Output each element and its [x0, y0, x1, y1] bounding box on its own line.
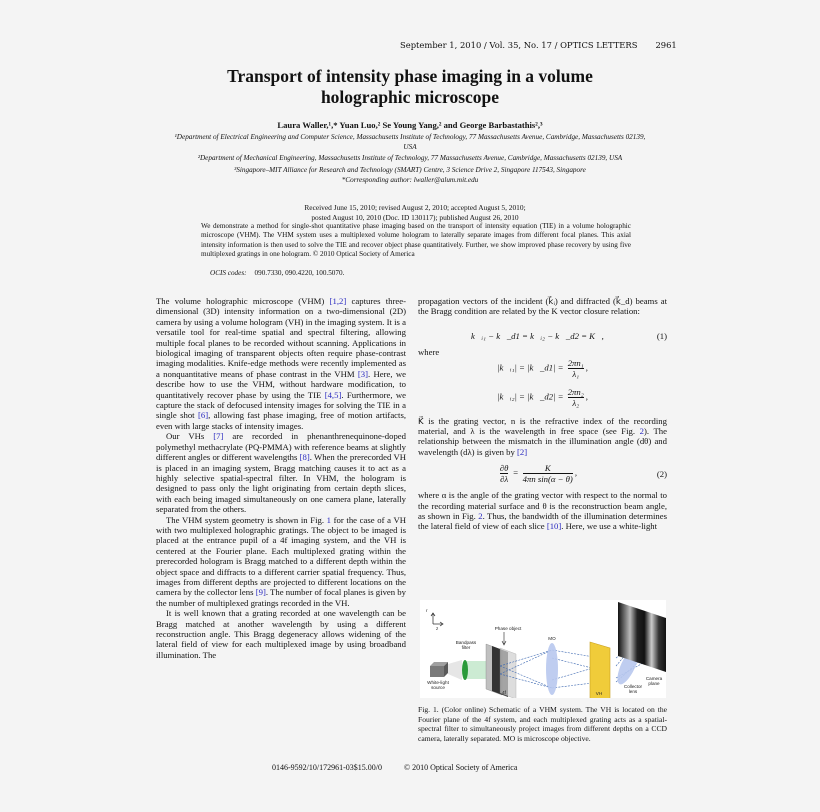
citation-link[interactable]: [2]: [517, 446, 528, 457]
numerator: ∂θ: [499, 463, 509, 474]
paragraph: [156, 296, 406, 431]
figure-1-schematic: [420, 600, 666, 698]
paragraph-bandwidth: [418, 490, 667, 532]
body-text: The volume holographic microscope (VHM): [156, 296, 330, 306]
body-text: . The number of focal planes is given by the number of multiplexed gratings recorded in the VH.: [156, 587, 406, 608]
body-text: . Here, we describe how to use the VHM, without hardware modification, to quantitatively recover phase by using the TIE: [156, 368, 406, 400]
axis-z-label: z: [436, 626, 439, 631]
dates-line-2: posted August 10, 2010 (Doc. ID 130117); published August 26, 2010: [311, 212, 519, 222]
citation-link[interactable]: [4,5]: [324, 389, 342, 400]
fraction: [568, 387, 584, 408]
footer-copyright: © 2010 Optical Society of America: [404, 763, 518, 772]
figure-1-caption: Fig. 1. (Color online) Schematic of a VHM system. The VH is located on the Fourier plane of the 4f system, and each multiplexed grating acts as a spatial-spectral filter to simultaneously project images from different depths on a CCD camera, laterally separated. MO is microscope objective.: [418, 705, 667, 743]
citation-link[interactable]: [8]: [299, 452, 310, 463]
citation-link[interactable]: [10]: [546, 521, 562, 532]
equation-2-number: (2): [656, 468, 667, 479]
body-text: The VHM system geometry is shown in Fig.: [166, 514, 327, 525]
vh-label: VH: [595, 691, 603, 696]
abstract: We demonstrate a method for single-shot quantitative phase imaging based on the transport of intensity equation (TIE) in a volume holographic microscope (VHM). The VHM system uses a multiplexed volume hologram to laterally separate images from different focal planes. This axial intensity information is then used to solve the TIE and recover object phase quantitatively. Further, we show improved phase recovery by using five multiplexed gratings in one hologram. © 2010 Optical Society of America: [201, 222, 631, 259]
collector-lens-label: Collector lens: [623, 684, 643, 694]
left-column: [156, 296, 406, 660]
ocis-codes: [210, 269, 344, 277]
volume-hologram-icon: [590, 642, 610, 698]
equation-k1: |k⃗ᵢ₁| = |k⃗_d1| = $\frac{\text{2πn₁}}{\text{λ₁}}$ ,: [497, 357, 588, 379]
phase-object-label: Phase object: [494, 626, 522, 631]
citation-link[interactable]: 1: [326, 514, 331, 525]
body-text: . Thus, the bandwidth of the illumination determines the lateral field of view of each slice: [418, 511, 667, 532]
bandpass-filter-icon: [462, 660, 468, 680]
paragraph: [156, 608, 406, 660]
mo-label: MO: [548, 636, 556, 641]
citation-link[interactable]: [9]: [255, 587, 266, 598]
dates-line-1: Received June 15, 2010; revised August 2, 2010; accepted August 5, 2010;: [304, 203, 526, 212]
body-text: ). The relationship between the mismatch in the illumination angle (dθ) and wavelength (dλ) is given by: [418, 426, 667, 457]
axis-r-label: r: [426, 608, 428, 613]
fraction: [500, 463, 509, 484]
affiliation-2: ²Department of Mechanical Engineering, Massachusetts Institute of Technology, 77 Massachusetts Avenue, Cambridge, Massachusetts 02139, USA: [197, 154, 623, 163]
citation-link[interactable]: [1,2]: [329, 296, 347, 306]
paragraph: [156, 515, 406, 609]
objective-lens-icon: [546, 643, 558, 695]
paper-title: [150, 66, 670, 108]
denominator: λ₁: [568, 368, 584, 379]
camera-plane-label: Camera plane: [645, 676, 663, 686]
affiliations: [170, 133, 650, 188]
body-text: , allowing fast phase imaging, free of motion artifacts, even with large stacks of intensity images.: [156, 410, 406, 431]
fraction: [568, 358, 584, 379]
equation-2: $\frac{\partial\theta}{\partial\lambda}$ = $\frac{K}{\text{4πn sin(α − θ)}}$ , (2): [499, 463, 667, 485]
source-label: White-light source: [427, 680, 449, 690]
authors: Laura Waller,¹,* Yuan Luo,² Se Young Yang,² and George Barbastathis²,³: [277, 120, 543, 130]
denominator: λ₂: [568, 397, 584, 408]
corresponding-author: *Corresponding author: lwaller@alum.mit.edu: [341, 176, 479, 185]
denominator: 4πn sin(α − θ): [522, 474, 573, 485]
affiliation-1: ¹Department of Electrical Engineering and Computer Science, Massachusetts Institute of Technology, 77 Massachusetts Avenue, Cambridge, Massachusetts 02139, USA: [174, 133, 646, 151]
where-label: where: [418, 347, 440, 358]
denominator: ∂λ: [500, 474, 509, 485]
running-head: [400, 40, 677, 50]
right-column: [418, 296, 667, 532]
body-text: It is well known that a grating recorded at one wavelength can be Bragg matched at another wavelength by using a different reconstruction angle. This Bragg degeneracy allows widening of the lateral field of view for each multiplexed image by using broadband illumination. The: [156, 608, 406, 660]
body-text: . Furthermore, we capture the stack of defocused intensity images for solving the TIE in a single shot: [156, 389, 406, 421]
equation-k1-left: |k⃗ᵢ₁| = |k⃗_d1| =: [497, 362, 564, 373]
numerator: 2πn₁: [567, 357, 584, 368]
axis-icon: [431, 613, 443, 626]
citation-link[interactable]: 2: [478, 511, 483, 522]
body-text: captures three-dimensional (3D) intensity information on a two-dimensional (2D) camera by using a volume hologram (VH) in the imaging system. It is a versatile tool for real-time spatial and spectral filtering, allowing multiple focal planes to be recorded without scanning. Applications in biological imaging of transparent objects often require phase-contrast imaging modalities. Knife-edge methods were recently implemented as a nonquantitative means of phase contrast in the VHM: [156, 296, 406, 379]
article-code: 0146-9592/10/172961-03$15.00/0: [272, 763, 382, 772]
body-text: for the case of a VH with two multiplexed holographic gratings. The object to be imaged is placed at the entrance pupil of a 4f imaging system, and the VH is centered at the Fourier plane. Each multiplexed grating within the prerecorded hologram is Bragg matched to a different depth within the object space and diffracts to a different carrier spatial frequency. Thus, images from different depths are projected to different locations on the camera by the collector lens: [156, 514, 406, 598]
body-text: Our VHs: [166, 431, 214, 442]
equation-1-body: k⃗ᵢ₁ − k⃗_d1 = k⃗ᵢ₂ − k⃗_d2 = K⃗,: [471, 330, 604, 341]
body-text: K⃗ is the grating vector, n is the refractive index of the recording material, and λ is the wavelength in free space (see Fig.: [418, 415, 667, 437]
paragraph-grating-vector: [418, 416, 667, 458]
fraction: [523, 463, 573, 484]
filter-label: Bandpass filter: [455, 640, 477, 650]
ocis-values: 090.7330, 090.4220, 100.5070.: [254, 269, 345, 277]
citation-link[interactable]: [7]: [213, 431, 224, 442]
equation-1-number: (1): [656, 330, 667, 341]
equation-k2: |k⃗ᵢ₂| = |k⃗_d2| = $\frac{\text{2πn₂}}{\text{λ₂}}$ ,: [497, 386, 588, 408]
page-footer: [272, 763, 517, 772]
4f-label: 4f: [502, 690, 506, 695]
title-line-1: Transport of intensity phase imaging in a volume: [227, 66, 593, 86]
numerator: K: [544, 463, 551, 474]
paragraph: [156, 431, 406, 514]
body-text: are recorded in phenanthrenequinone-doped polymethyl methacrylate (PQ-PMMA) with reference beams at slightly different angles or different wavelengths: [156, 431, 406, 463]
publication-dates: [190, 203, 640, 222]
body-text: . Here, we use a white-light: [561, 521, 658, 532]
body-text: where α is the angle of the grating vector with respect to the normal to the recording material surface and θ is the reconstruction beam angle, as shown in Fig.: [418, 490, 667, 522]
ocis-label: OCIS codes:: [210, 269, 247, 277]
affiliation-3: ³Singapore–MIT Alliance for Research and Technology (SMART) Centre, 3 Science Drive 2, Singapore 117543, Singapore: [234, 165, 586, 174]
numerator: 2πn₂: [567, 386, 584, 397]
citation-link[interactable]: 2: [639, 426, 644, 437]
equation-1: [418, 331, 667, 341]
title-line-2: holographic microscope: [320, 87, 500, 107]
page-number: 2961: [655, 40, 677, 50]
citation-link[interactable]: [6]: [197, 410, 209, 421]
intro-paragraph: propagation vectors of the incident (k⃗ᵢ) and diffracted (k⃗_d) beams at the Bragg condition are related by the K vector closure relation:: [418, 296, 667, 317]
citation-link[interactable]: [3]: [357, 368, 369, 379]
light-source-icon: [430, 660, 462, 680]
body-text: . When the prerecorded VH is placed in an imaging system, Bragg matching causes it to act as a highly selective spatial-spectral filter. In VHM, the hologram is designed to pass only the light originating from certain depth slices, with each being imaged simultaneously on one camera plane, laterally separated from the others.: [156, 452, 406, 515]
journal-info: September 1, 2010 / Vol. 35, No. 17 / OPTICS LETTERS: [400, 40, 638, 50]
equation-k2-left: |k⃗ᵢ₂| = |k⃗_d2| =: [497, 391, 564, 402]
